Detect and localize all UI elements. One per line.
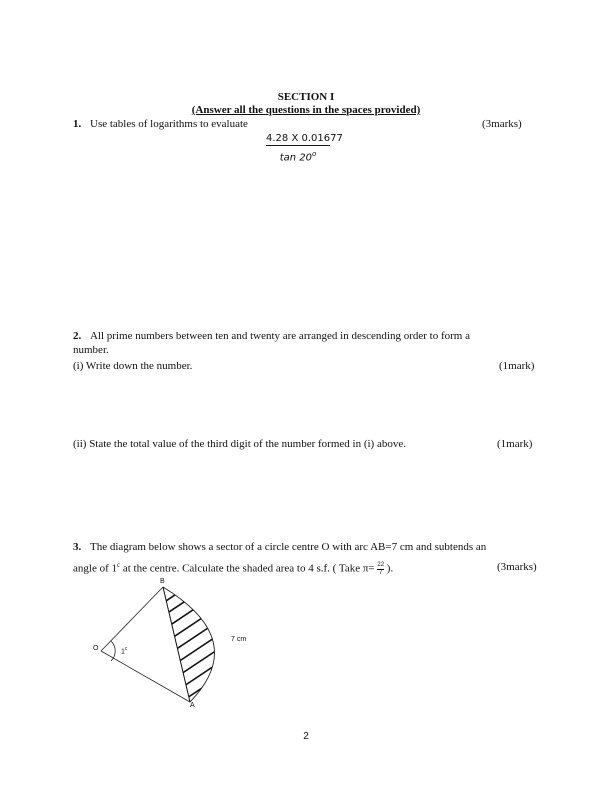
chord-ab xyxy=(163,587,190,702)
q1-numerator: 4.28 X 0.01677 xyxy=(266,133,343,144)
angle-label: 1$^c$ xyxy=(121,646,128,656)
label-a: A xyxy=(190,702,195,709)
q3-text-2: angle of 1$^c$ at the centre. Calculate the shaded area to 4 s.f. ( Take π= $\frac{22}{7}$ ). xyxy=(73,561,394,576)
q1-denominator: tan 20$^o$ xyxy=(279,150,317,164)
arc-length-label: 7 cm xyxy=(231,636,247,643)
q2-text-2: number. xyxy=(73,344,109,356)
section-instruction: (Answer all the questions in the spaces provided) xyxy=(191,104,421,116)
q1-marks: (3marks) xyxy=(482,118,522,130)
label-b: B xyxy=(160,578,165,585)
q1-text: Use tables of logarithms to evaluate xyxy=(90,118,248,130)
radius-ob xyxy=(101,587,163,651)
pi-fraction: $\frac{22}{7}$ xyxy=(377,561,385,576)
q1-number: 1. xyxy=(73,118,82,130)
arc-ab xyxy=(163,587,214,702)
q2-text-1: All prime numbers between ten and twenty are arranged in descending order to form a xyxy=(90,330,470,342)
shading-hatch xyxy=(160,578,235,723)
q2-part-ii-marks: (1mark) xyxy=(497,438,533,450)
q2-part-i: (i) Write down the number. xyxy=(73,360,193,372)
radius-oa xyxy=(101,651,190,702)
page-number: 2 xyxy=(303,731,309,742)
section-title: SECTION I xyxy=(277,91,335,103)
q3-text-1: The diagram below shows a sector of a circle centre O with arc AB=7 cm and subtends an xyxy=(90,541,487,553)
q2-part-ii: (ii) State the total value of the third digit of the number formed in (i) above. xyxy=(73,438,406,450)
q2-part-i-marks: (1mark) xyxy=(499,360,535,372)
label-o: O xyxy=(93,645,99,652)
q2-number: 2. xyxy=(73,330,82,342)
angle-arc xyxy=(111,641,115,661)
q3-marks: (3marks) xyxy=(497,561,537,573)
q3-number: 3. xyxy=(73,541,82,553)
